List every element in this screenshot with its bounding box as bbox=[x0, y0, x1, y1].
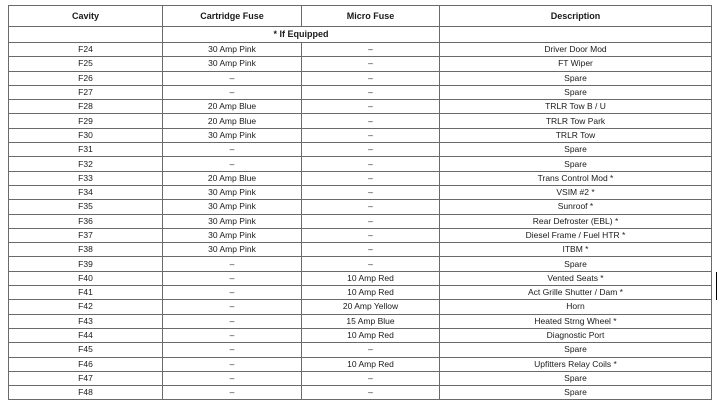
note-cell-empty bbox=[9, 27, 163, 43]
micro-fuse-cell: – bbox=[302, 143, 440, 157]
micro-fuse-cell: – bbox=[302, 71, 440, 85]
cartridge-fuse-cell: 30 Amp Pink bbox=[163, 128, 302, 142]
table-row bbox=[9, 114, 712, 128]
cartridge-fuse-cell: – bbox=[163, 328, 302, 342]
table-row bbox=[9, 157, 712, 171]
description-cell: Heated Strng Wheel * bbox=[440, 314, 712, 328]
micro-fuse-cell: 15 Amp Blue bbox=[302, 314, 440, 328]
table-row bbox=[9, 143, 712, 157]
description-cell: TRLR Tow B / U bbox=[440, 100, 712, 114]
cavity-cell: F45 bbox=[9, 343, 163, 357]
cartridge-fuse-cell: 30 Amp Pink bbox=[163, 185, 302, 199]
table-row bbox=[9, 271, 712, 285]
micro-fuse-cell: – bbox=[302, 43, 440, 57]
cavity-cell: F32 bbox=[9, 157, 163, 171]
micro-fuse-cell: – bbox=[302, 114, 440, 128]
table-row bbox=[9, 128, 712, 142]
description-cell: FT Wiper bbox=[440, 57, 712, 71]
micro-fuse-cell: – bbox=[302, 257, 440, 271]
cavity-cell: F47 bbox=[9, 371, 163, 385]
cartridge-fuse-cell: – bbox=[163, 271, 302, 285]
description-cell: Spare bbox=[440, 157, 712, 171]
description-cell: ITBM * bbox=[440, 243, 712, 257]
cartridge-fuse-cell: – bbox=[163, 343, 302, 357]
table-row bbox=[9, 185, 712, 199]
description-cell: Diagnostic Port bbox=[440, 328, 712, 342]
cavity-cell: F48 bbox=[9, 386, 163, 400]
description-cell: Diesel Frame / Fuel HTR * bbox=[440, 228, 712, 242]
description-cell: VSIM #2 * bbox=[440, 185, 712, 199]
description-cell: TRLR Tow Park bbox=[440, 114, 712, 128]
micro-fuse-cell: 10 Amp Red bbox=[302, 357, 440, 371]
table-row bbox=[9, 371, 712, 385]
cavity-cell: F46 bbox=[9, 357, 163, 371]
cartridge-fuse-cell: 30 Amp Pink bbox=[163, 228, 302, 242]
edge-marker bbox=[716, 272, 717, 300]
cartridge-fuse-cell: – bbox=[163, 286, 302, 300]
description-cell: Trans Control Mod * bbox=[440, 171, 712, 185]
table-row bbox=[9, 300, 712, 314]
note-cell-empty bbox=[440, 27, 712, 43]
micro-fuse-cell: – bbox=[302, 371, 440, 385]
cavity-cell: F40 bbox=[9, 271, 163, 285]
cavity-cell: F35 bbox=[9, 200, 163, 214]
table-row bbox=[9, 43, 712, 57]
header-cartridge-fuse: Cartridge Fuse bbox=[163, 6, 302, 27]
table-row bbox=[9, 257, 712, 271]
micro-fuse-cell: – bbox=[302, 214, 440, 228]
description-cell: Vented Seats * bbox=[440, 271, 712, 285]
cavity-cell: F37 bbox=[9, 228, 163, 242]
cartridge-fuse-cell: – bbox=[163, 257, 302, 271]
table-row bbox=[9, 286, 712, 300]
micro-fuse-cell: – bbox=[302, 171, 440, 185]
cartridge-fuse-cell: 30 Amp Pink bbox=[163, 43, 302, 57]
description-cell: Spare bbox=[440, 343, 712, 357]
micro-fuse-cell: 10 Amp Red bbox=[302, 286, 440, 300]
micro-fuse-cell: 10 Amp Red bbox=[302, 271, 440, 285]
cartridge-fuse-cell: – bbox=[163, 143, 302, 157]
micro-fuse-cell: 10 Amp Red bbox=[302, 328, 440, 342]
table-row bbox=[9, 386, 712, 400]
header-micro-fuse: Micro Fuse bbox=[302, 6, 440, 27]
cavity-cell: F43 bbox=[9, 314, 163, 328]
cartridge-fuse-cell: – bbox=[163, 71, 302, 85]
micro-fuse-cell: – bbox=[302, 228, 440, 242]
cartridge-fuse-cell: – bbox=[163, 386, 302, 400]
header-description: Description bbox=[440, 6, 712, 27]
cartridge-fuse-cell: 30 Amp Pink bbox=[163, 200, 302, 214]
cartridge-fuse-cell: – bbox=[163, 157, 302, 171]
cavity-cell: F25 bbox=[9, 57, 163, 71]
description-cell: Rear Defroster (EBL) * bbox=[440, 214, 712, 228]
table-row bbox=[9, 314, 712, 328]
cavity-cell: F31 bbox=[9, 143, 163, 157]
table-row bbox=[9, 171, 712, 185]
micro-fuse-cell: – bbox=[302, 157, 440, 171]
fuse-table bbox=[8, 5, 712, 400]
micro-fuse-cell: – bbox=[302, 128, 440, 142]
cavity-cell: F29 bbox=[9, 114, 163, 128]
description-cell: Upfitters Relay Coils * bbox=[440, 357, 712, 371]
cavity-cell: F33 bbox=[9, 171, 163, 185]
header-row bbox=[9, 6, 712, 27]
cartridge-fuse-cell: 20 Amp Blue bbox=[163, 171, 302, 185]
cartridge-fuse-cell: 30 Amp Pink bbox=[163, 243, 302, 257]
micro-fuse-cell: – bbox=[302, 200, 440, 214]
cartridge-fuse-cell: 30 Amp Pink bbox=[163, 214, 302, 228]
description-cell: TRLR Tow bbox=[440, 128, 712, 142]
cavity-cell: F41 bbox=[9, 286, 163, 300]
table-row bbox=[9, 71, 712, 85]
description-cell: Spare bbox=[440, 386, 712, 400]
cavity-cell: F39 bbox=[9, 257, 163, 271]
table-row bbox=[9, 214, 712, 228]
description-cell: Spare bbox=[440, 85, 712, 99]
description-cell: Driver Door Mod bbox=[440, 43, 712, 57]
cavity-cell: F27 bbox=[9, 85, 163, 99]
micro-fuse-cell: – bbox=[302, 100, 440, 114]
cavity-cell: F28 bbox=[9, 100, 163, 114]
description-cell: Spare bbox=[440, 371, 712, 385]
table-row bbox=[9, 200, 712, 214]
note-row bbox=[9, 27, 712, 43]
cavity-cell: F42 bbox=[9, 300, 163, 314]
table-row bbox=[9, 243, 712, 257]
table-row bbox=[9, 228, 712, 242]
cavity-cell: F34 bbox=[9, 185, 163, 199]
cartridge-fuse-cell: – bbox=[163, 371, 302, 385]
micro-fuse-cell: – bbox=[302, 386, 440, 400]
micro-fuse-cell: – bbox=[302, 57, 440, 71]
table-row bbox=[9, 57, 712, 71]
cavity-cell: F36 bbox=[9, 214, 163, 228]
cartridge-fuse-cell: 20 Amp Blue bbox=[163, 100, 302, 114]
description-cell: Horn bbox=[440, 300, 712, 314]
cartridge-fuse-cell: – bbox=[163, 85, 302, 99]
table-row bbox=[9, 343, 712, 357]
table-row bbox=[9, 85, 712, 99]
cartridge-fuse-cell: – bbox=[163, 357, 302, 371]
cartridge-fuse-cell: – bbox=[163, 314, 302, 328]
description-cell: Spare bbox=[440, 71, 712, 85]
table-row bbox=[9, 328, 712, 342]
cavity-cell: F26 bbox=[9, 71, 163, 85]
if-equipped-note: * If Equipped bbox=[163, 27, 440, 43]
table-row bbox=[9, 100, 712, 114]
cavity-cell: F24 bbox=[9, 43, 163, 57]
description-cell: Spare bbox=[440, 257, 712, 271]
cartridge-fuse-cell: 30 Amp Pink bbox=[163, 57, 302, 71]
cartridge-fuse-cell: – bbox=[163, 300, 302, 314]
description-cell: Sunroof * bbox=[440, 200, 712, 214]
cartridge-fuse-cell: 20 Amp Blue bbox=[163, 114, 302, 128]
cavity-cell: F38 bbox=[9, 243, 163, 257]
description-cell: Spare bbox=[440, 143, 712, 157]
micro-fuse-cell: 20 Amp Yellow bbox=[302, 300, 440, 314]
table-row bbox=[9, 357, 712, 371]
micro-fuse-cell: – bbox=[302, 243, 440, 257]
description-cell: Act Grille Shutter / Dam * bbox=[440, 286, 712, 300]
micro-fuse-cell: – bbox=[302, 343, 440, 357]
micro-fuse-cell: – bbox=[302, 85, 440, 99]
micro-fuse-cell: – bbox=[302, 185, 440, 199]
cavity-cell: F30 bbox=[9, 128, 163, 142]
header-cavity: Cavity bbox=[9, 6, 163, 27]
cavity-cell: F44 bbox=[9, 328, 163, 342]
